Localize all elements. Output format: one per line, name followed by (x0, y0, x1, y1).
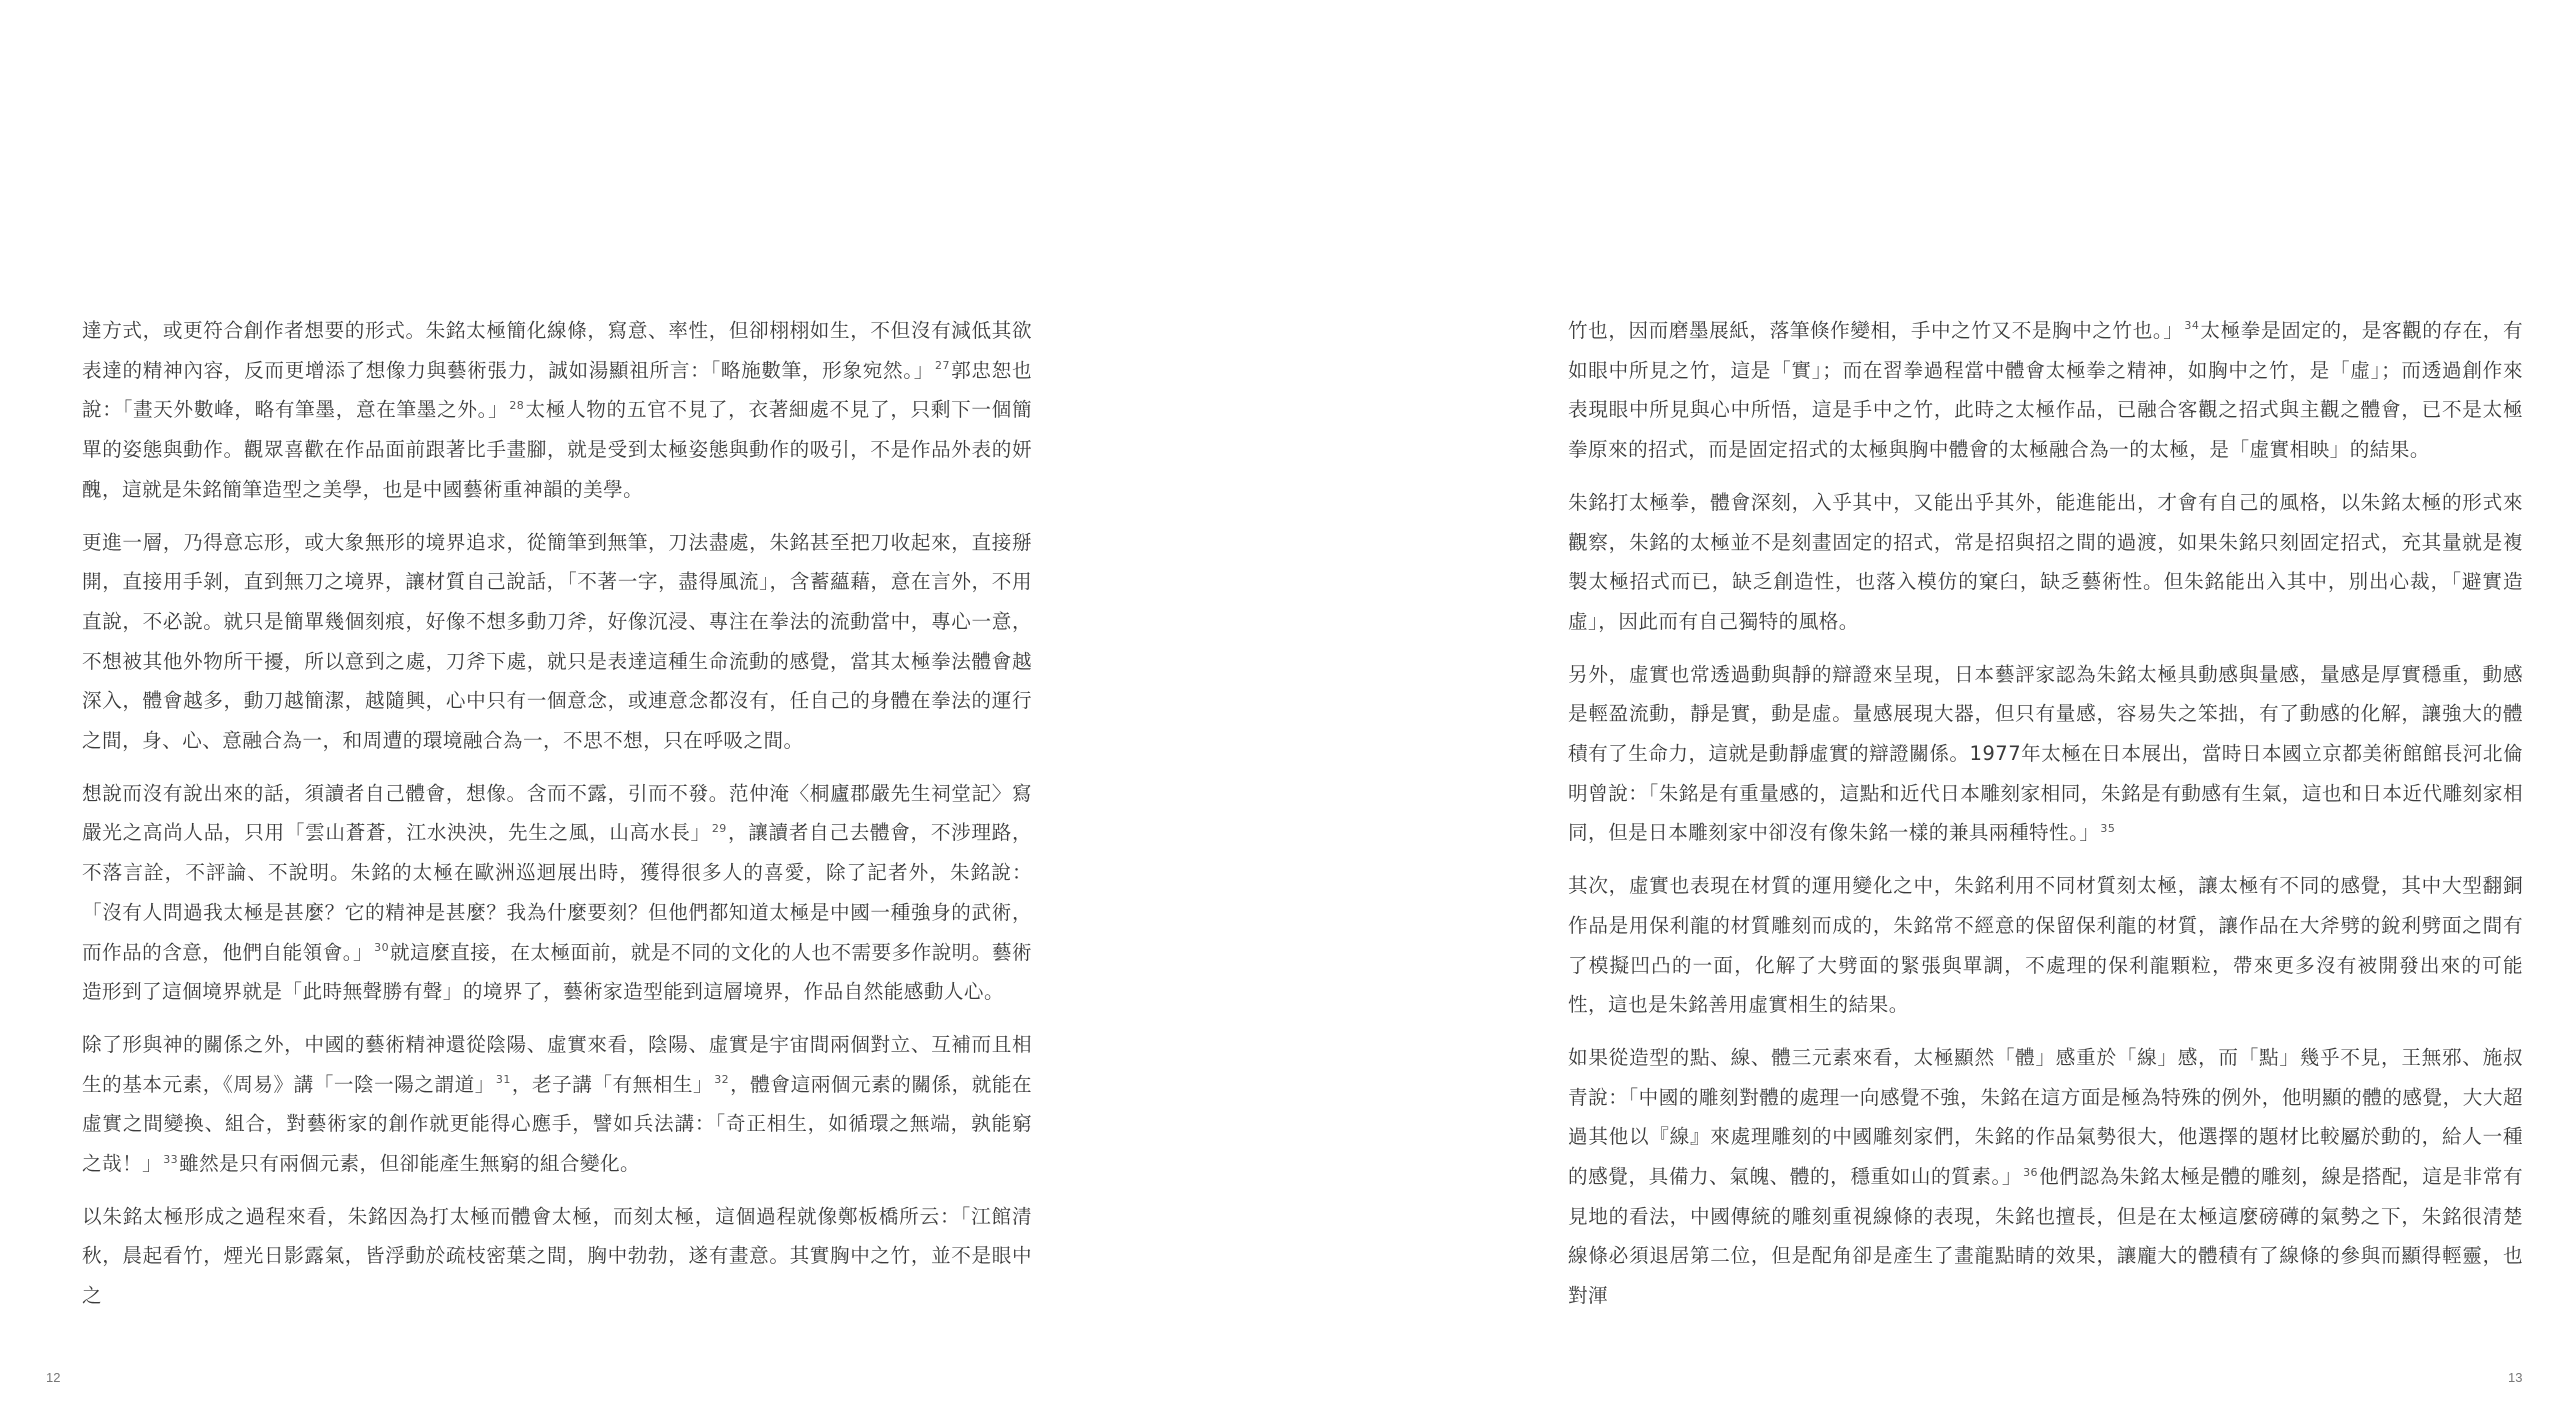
paragraph: 朱銘打太極拳，體會深刻，入乎其中，又能出乎其外，能進能出，才會有自己的風格，以朱銘太極的形式來觀察，朱銘的太極並不是刻畫固定的招式，常是招與招之間的過渡，如果朱銘只刻固定招式，充其量就是複製太極招式而已，缺乏創造性，也落入模仿的窠臼，缺乏藝術性。但朱銘能出入其中，別出心裁，「避實造虛」，因此而有自己獨特的風格。 (1568, 490, 2523, 633)
footnote-ref: 30 (374, 941, 390, 955)
paragraph: 另外，虛實也常透過動與靜的辯證來呈現，日本藝評家認為朱銘太極具動感與量感，量感是厚實穩重，動感是輕盈流動，靜是實，動是虛。量感展現大器，但只有量感，容易失之笨拙，有了動感的化解，讓強大的體積有了生命力，這就是動靜虛實的辯證關係。1977年太極在日本展出，當時日本國立京都美術館館長河北倫明曾說：「朱銘是有重量感的，這點和近代日本雕刻家相同，朱銘是有動感有生氣，這也和日本近代雕刻家相同，但是日本雕刻家中卻沒有像朱銘一樣的兼具兩種特性。」$^{35}$ (1568, 662, 2523, 845)
footnote-ref: 33 (163, 1152, 179, 1166)
footnote-ref: 27 (935, 359, 950, 373)
paragraph: 如果從造型的點、線、體三元素來看，太極顯然「體」感重於「線」感，而「點」幾乎不見，王無邪、施叔青說：「中國的雕刻對體的處理一向感覺不強，朱銘在這方面是極為特殊的例外，他明顯的體的感覺，大大超過其他以『線』來處理雕刻的中國雕刻家們，朱銘的作品氣勢很大，他選擇的題材比較屬於動的，給人一種的感覺，具備力、氣魄、體的，穩重如山的質素。」$^{36}$他們認為朱銘太極是體的雕刻，線是搭配，這是非常有見地的看法，中國傳統的雕刻重視線條的表現，朱銘也擅長，但是在太極這麼磅礡的氣勢之下，朱銘很清楚線條必須退居第二位，但是配角卻是產生了畫龍點睛的效果，讓龐大的體積有了線條的參與而顯得輕靈，也對渾 (1568, 1045, 2523, 1308)
right-text-column (1568, 311, 2523, 1329)
paragraph: 想說而沒有說出來的話，須讀者自己體會，想像。含而不露，引而不發。范仲淹〈桐廬郡嚴先生祠堂記〉寫嚴光之高尚人品，只用「雲山蒼蒼，江水泱泱，先生之風，山高水長」$^{29}$，讓讀者自己去體會，不涉理路，不落言詮，不評論、不說明。朱銘的太極在歐洲巡迴展出時，獲得很多人的喜愛，除了記者外，朱銘說：「沒有人問過我太極是甚麼？它的精神是甚麼？我為什麼要刻？但他們都知道太極是中國一種強身的武術，而作品的含意，他們自能領會。」$^{30}$就這麼直接，在太極面前，就是不同的文化的人也不需要多作說明。藝術造形到了這個境界就是「此時無聲勝有聲」的境界了，藝術家造型能到這層境界，作品自然能感動人心。 (82, 781, 1033, 1004)
page-number: 12 (46, 1370, 61, 1385)
left-text-column (82, 311, 1032, 1329)
right-page (1280, 0, 2560, 1416)
paragraph: 其次，虛實也表現在材質的運用變化之中，朱銘利用不同材質刻太極，讓太極有不同的感覺，其中大型翻銅作品是用保利龍的材質雕刻而成的，朱銘常不經意的保留保利龍的材質，讓作品在大斧劈的銳利劈面之間有了模擬凹凸的一面，化解了大劈面的緊張與單調，不處理的保利龍顆粒，帶來更多沒有被開發出來的可能性，這也是朱銘善用虛實相生的結果。 (1568, 874, 2523, 1017)
paragraph: 竹也，因而磨墨展紙，落筆倏作變相，手中之竹又不是胸中之竹也。」$^{34}$太極拳是固定的，是客觀的存在，有如眼中所見之竹，這是「實」；而在習拳過程當中體會太極拳之精神，如胸中之竹，是「虛」；而透過創作來表現眼中所見與心中所悟，這是手中之竹，此時之太極作品，已融合客觀之招式與主觀之體會，已不是太極拳原來的招式，而是固定招式的太極與胸中體會的太極融合為一的太極，是「虛實相映」的結果。 (1568, 319, 2523, 462)
paragraph: 以朱銘太極形成之過程來看，朱銘因為打太極而體會太極，而刻太極，這個過程就像鄭板橋所云：「江館清秋，晨起看竹，煙光日影露氣，皆浮動於疏枝密葉之間，胸中勃勃，遂有畫意。其實胸中之竹，並不是眼中之 (82, 1204, 1032, 1308)
footnote-ref: 32 (714, 1073, 730, 1087)
footnote-ref: 35 (2100, 821, 2116, 835)
footnote-ref: 28 (509, 398, 525, 412)
paragraph: 達方式，或更符合創作者想要的形式。朱銘太極簡化線條，寫意、率性，但卻栩栩如生，不但沒有減低其欲表達的精神內容，反而更增添了想像力與藝術張力，誠如湯顯祖所言：「略施數筆，形象宛然。」$^{27}$郭忠恕也說：「畫天外數峰，略有筆墨，意在筆墨之外。」$^{28}$太極人物的五官不見了，衣著細處不見了，只剩下一個簡單的姿態與動作。觀眾喜歡在作品面前跟著比手畫腳，就是受到太極姿態與動作的吸引，不是作品外表的妍醜，這就是朱銘簡筆造型之美學，也是中國藝術重神韻的美學。 (82, 319, 1033, 501)
paragraph: 除了形與神的關係之外，中國的藝術精神還從陰陽、虛實來看，陰陽、虛實是宇宙間兩個對立、互補而且相生的基本元素，《周易》講「一陰一陽之謂道」$^{31}$，老子講「有無相生」$^{32}$，體會這兩個元素的關係，就能在虛實之間變換、組合，對藝術家的創作就更能得心應手，譬如兵法講：「奇正相生，如循環之無端，孰能窮之哉！」$^{33}$雖然是只有兩個元素，但卻能產生無窮的組合變化。 (82, 1032, 1033, 1176)
footnote-ref: 31 (495, 1073, 511, 1087)
footnote-ref: 29 (711, 821, 727, 835)
page-number: 13 (2508, 1370, 2523, 1385)
paragraph: 更進一層，乃得意忘形，或大象無形的境界追求，從簡筆到無筆，刀法盡處，朱銘甚至把刀收起來，直接掰開，直接用手剝，直到無刀之境界，讓材質自己說話，「不著一字，盡得風流」，含蓄蘊藉，意在言外，不用直說，不必說。就只是簡單幾個刻痕，好像不想多動刀斧，好像沉浸、專注在拳法的流動當中，專心一意，不想被其他外物所干擾，所以意到之處，刀斧下處，就只是表達這種生命流動的感覺，當其太極拳法體會越深入，體會越多，動刀越簡潔，越隨興，心中只有一個意念，或連意念都沒有，任自己的身體在拳法的運行之間，身、心、意融合為一，和周遭的環境融合為一，不思不想，只在呼吸之間。 (82, 530, 1032, 753)
footnote-ref: 34 (2184, 319, 2200, 333)
footnote-ref: 36 (2023, 1165, 2038, 1179)
